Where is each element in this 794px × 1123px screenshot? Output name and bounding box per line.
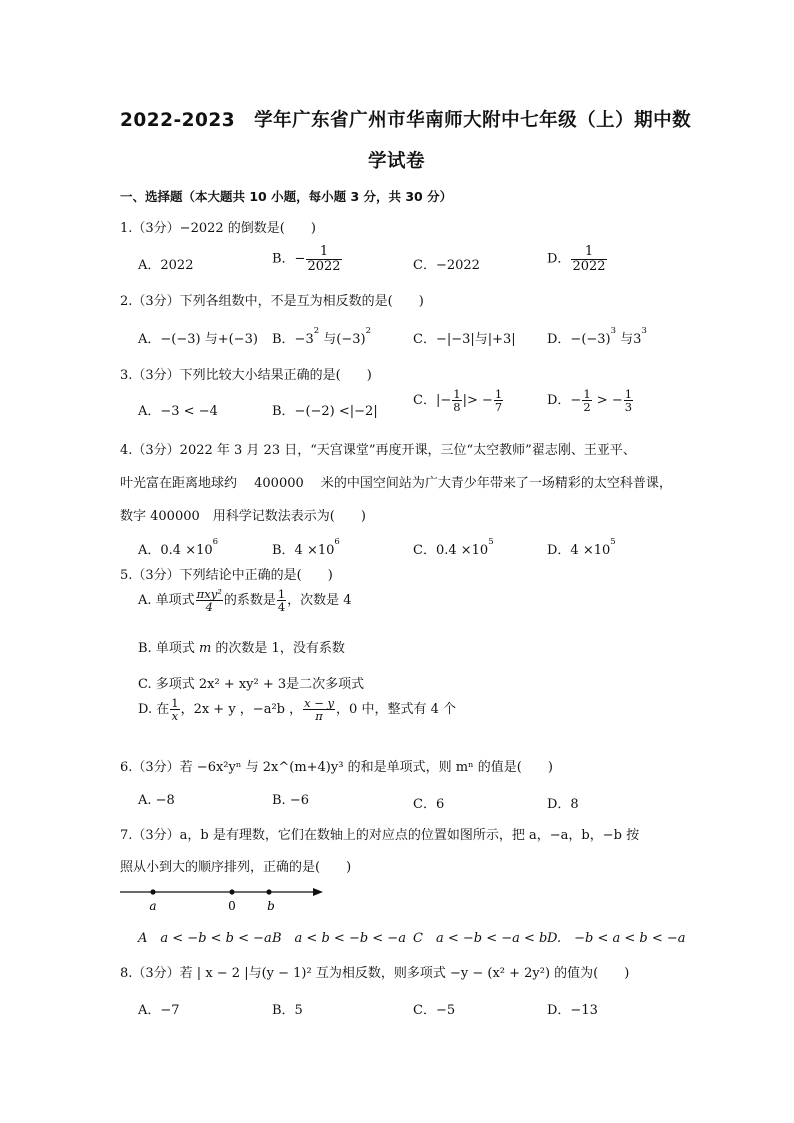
- q5-option-c: C. 多项式 2x² + xy² + 3是二次多项式: [138, 677, 365, 692]
- question-4-line-1: 4.（3分）2022 年 3 月 23 日，“天宫课堂”再度开课，三位“太空教师”翟志刚、王亚平、: [120, 443, 636, 458]
- q8-option-c: C．−5: [413, 1003, 456, 1018]
- question-2-stem: 2.（3分）下列各组数中，不是互为相反数的是( ): [120, 294, 424, 309]
- question-7-line-1: 7.（3分）a，b 是有理数，它们在数轴上的对应点的位置如图所示，把 a，−a，b，−b 按: [120, 828, 640, 843]
- q7-option-d: D. −b < a < b < −a: [547, 931, 686, 946]
- q6-option-b: B. −6: [272, 793, 309, 808]
- point-a: [150, 889, 155, 894]
- q5-option-a: A. 单项式 $\frac{\text{πxy²}}{4}$ 的系数是 $\frac{1}{4}$ ，次数是 4: [138, 587, 352, 615]
- question-3-stem: 3.（3分）下列比较大小结果正确的是( ): [120, 368, 372, 383]
- q2-option-a: A．−(−3) 与+(−3): [138, 332, 258, 347]
- q6-option-c: C．6: [413, 797, 445, 812]
- number-line-arrow: [313, 888, 323, 896]
- axis-label-zero: 0: [228, 899, 236, 913]
- q2-option-d: D．$-(-3)^3$ 与$3^3$: [547, 326, 647, 347]
- q3-option-d: D．− $\frac{1}{2}$ > − $\frac{1}{3}$: [547, 387, 633, 415]
- question-6-stem: 6.（3分）若 −6x²yⁿ 与 2x^(m+4)y³ 的和是单项式，则 mⁿ 的值是( ): [120, 760, 553, 775]
- q5-option-b: B. 单项式 m 的次数是 1，没有系数: [138, 641, 345, 656]
- q8-option-b: B．5: [272, 1003, 303, 1018]
- point-b: [266, 889, 271, 894]
- q4-option-a: A．$0.4 \times 10^6$: [138, 537, 219, 558]
- question-5-stem: 5.（3分）下列结论中正确的是( ): [120, 568, 333, 583]
- q7-option-b: B a < b < −b < −a: [272, 931, 406, 946]
- section-heading: 一、选择题（本大题共 10 小题，每小题 3 分，共 30 分）: [120, 189, 453, 204]
- q1-option-d: D． $\frac{1}{2022}$: [547, 244, 606, 274]
- axis-label-b: b: [267, 899, 275, 913]
- q1-option-c: C．−2022: [413, 258, 480, 273]
- question-1-stem: 1.（3分）−2022 的倒数是( ): [120, 221, 316, 236]
- q3-option-b: B．−(−2) <|−2|: [272, 404, 378, 419]
- q2-option-b: B．$-3^2$ 与$(-3)^2$: [272, 326, 372, 347]
- q5-option-d: D. 在 $\frac{1}{x}$ ，2x + y ，−a²b ， $\frac{x - y}{\pi}$ ，0 中，整式有 4 个: [138, 696, 456, 724]
- question-4-line-2: 叶光富在距离地球约 400000 米的中国空间站为广大青少年带来了一场精彩的太空科普课，: [120, 476, 672, 491]
- q7-option-c: C a < −b < −a < b: [413, 931, 548, 946]
- page-title: 2022-2023 学年广东省广州市华南师大附中七年级（上）期中数: [120, 110, 692, 131]
- q4-option-d: D．$4 \times 10^5$: [547, 537, 616, 558]
- question-7-line-2: 照从小到大的顺序排列，正确的是( ): [120, 860, 352, 875]
- question-8-stem: 8.（3分）若 | x − 2 |与(y − 1)² 互为相反数，则多项式 −y − (x² + 2y²) 的值为( ): [120, 966, 630, 981]
- q7-option-a: A a < −b < b < −a: [138, 931, 272, 946]
- q4-option-c: C．$0.4 \times 10^5$: [413, 537, 494, 558]
- page-title-continued: 学试卷: [368, 151, 426, 172]
- q3-option-a: A．−3 < −4: [138, 404, 218, 419]
- q1-option-a: A．2022: [138, 258, 194, 273]
- axis-label-a: a: [149, 899, 157, 913]
- q6-option-d: D．8: [547, 797, 579, 812]
- point-zero: [229, 889, 234, 894]
- question-4-line-3: 数字 400000 用科学记数法表示为( ): [120, 509, 366, 524]
- q8-option-a: A．−7: [138, 1003, 180, 1018]
- number-line-figure: [115, 880, 335, 916]
- q1-option-b: B．− $\frac{1}{2022}$: [272, 244, 341, 274]
- q8-option-d: D．−13: [547, 1003, 598, 1018]
- q3-option-c: C．|− $\frac{1}{8}$ |> − $\frac{1}{7}$: [413, 387, 503, 415]
- q2-option-c: C．−|−3|与|+3|: [413, 332, 516, 347]
- q6-option-a: A. −8: [138, 793, 175, 808]
- q4-option-b: B．$4 \times 10^6$: [272, 537, 340, 558]
